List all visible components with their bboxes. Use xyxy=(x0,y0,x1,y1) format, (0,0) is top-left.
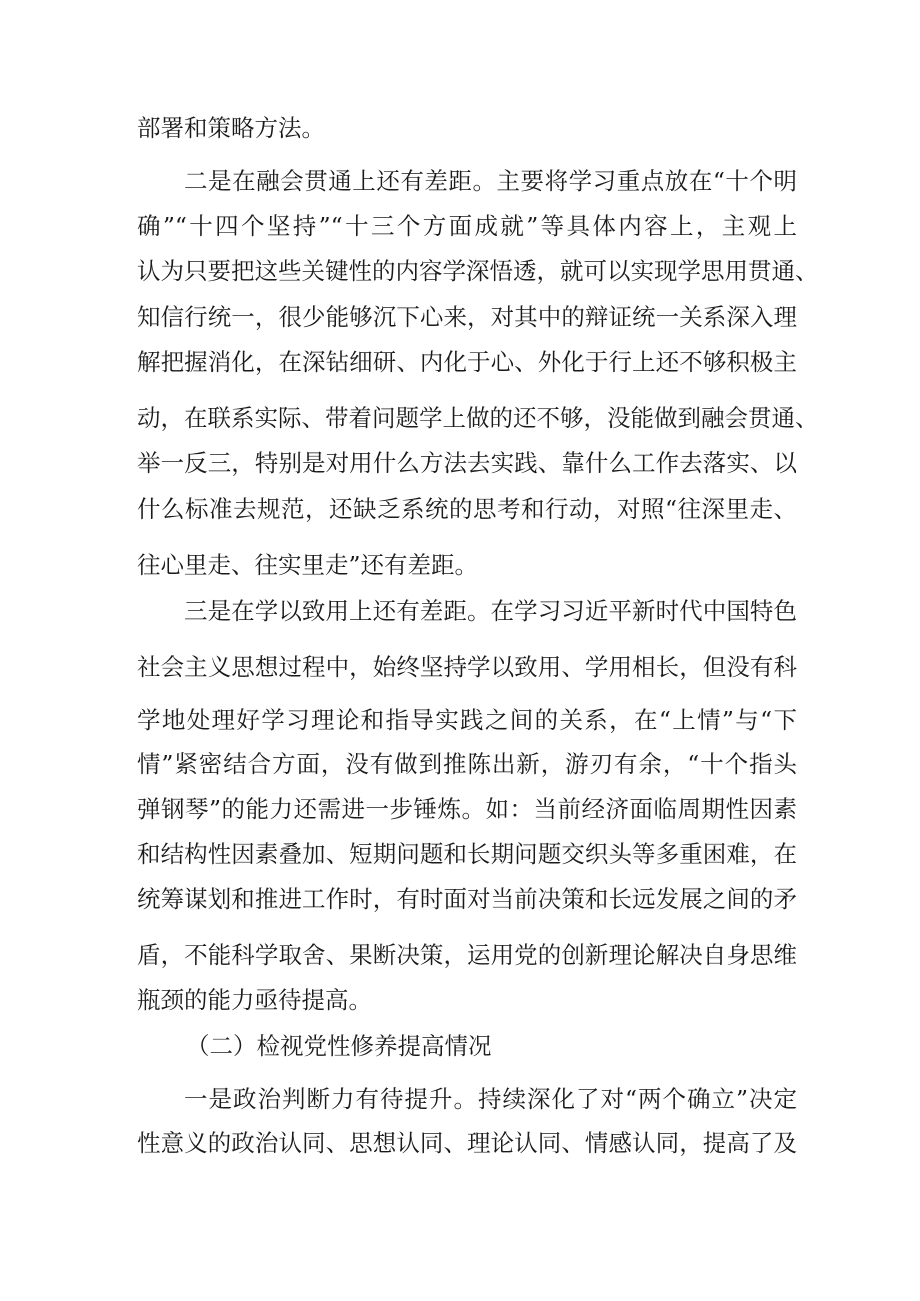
section-heading: （二）检视党性修养提高情况 xyxy=(186,1032,492,1060)
text-line: 和结构性因素叠加、短期问题和长期问题交织头等多重困难，在 xyxy=(137,840,797,868)
text-line: 部署和策略方法。 xyxy=(137,114,325,142)
text-line: 统筹谋划和推进工作时，有时面对当前决策和长远发展之间的矛 xyxy=(137,885,797,913)
text-line: 确”“十四个坚持”“十三个方面成就”等具体内容上，主观上 xyxy=(137,212,797,240)
text-line: 动，在联系实际、带着问题学上做的还不够，没能做到融会贯通、 xyxy=(137,404,819,432)
text-line: 什么标准去规范，还缺乏系统的思考和行动，对照“往深里走、 xyxy=(137,495,797,523)
text-line: 盾，不能科学取舍、果断决策，运用党的创新理论解决自身思维 xyxy=(137,941,797,969)
text-line: 知信行统一，很少能够沉下心来，对其中的辩证统一关系深入理 xyxy=(137,303,797,331)
text-line: 解把握消化，在深钻细研、内化于心、外化于行上还不够积极主 xyxy=(137,348,797,376)
paragraph-start-line: 三是在学以致用上还有差距。在学习习近平新时代中国特色 xyxy=(184,597,797,625)
paragraph-start-line: 一是政治判断力有待提升。持续深化了对“两个确立”决定 xyxy=(184,1085,797,1113)
text-line: 弹钢琴”的能力还需进一步锤炼。如：当前经济面临周期性因素 xyxy=(137,795,797,823)
text-line: 性意义的政治认同、思想认同、理论认同、情感认同，提高了及 xyxy=(137,1129,797,1157)
text-line: 瓶颈的能力亟待提高。 xyxy=(137,986,372,1014)
text-line: 认为只要把这些关键性的内容学深悟透，就可以实现学思用贯通、 xyxy=(137,257,819,285)
text-line: 举一反三，特别是对用什么方法去实践、靠什么工作去落实、以 xyxy=(137,449,797,477)
text-line: 社会主义思想过程中，始终坚持学以致用、学用相长，但没有科 xyxy=(137,653,797,681)
text-line: 情”紧密结合方面，没有做到推陈出新，游刃有余，“十个指头 xyxy=(137,750,797,778)
text-line: 往心里走、往实里走”还有差距。 xyxy=(137,551,479,579)
paragraph-start-line: 二是在融会贯通上还有差距。主要将学习重点放在“十个明 xyxy=(184,167,797,195)
text-line: 学地处理好学习理论和指导实践之间的关系，在“上情”与“下 xyxy=(137,706,797,734)
